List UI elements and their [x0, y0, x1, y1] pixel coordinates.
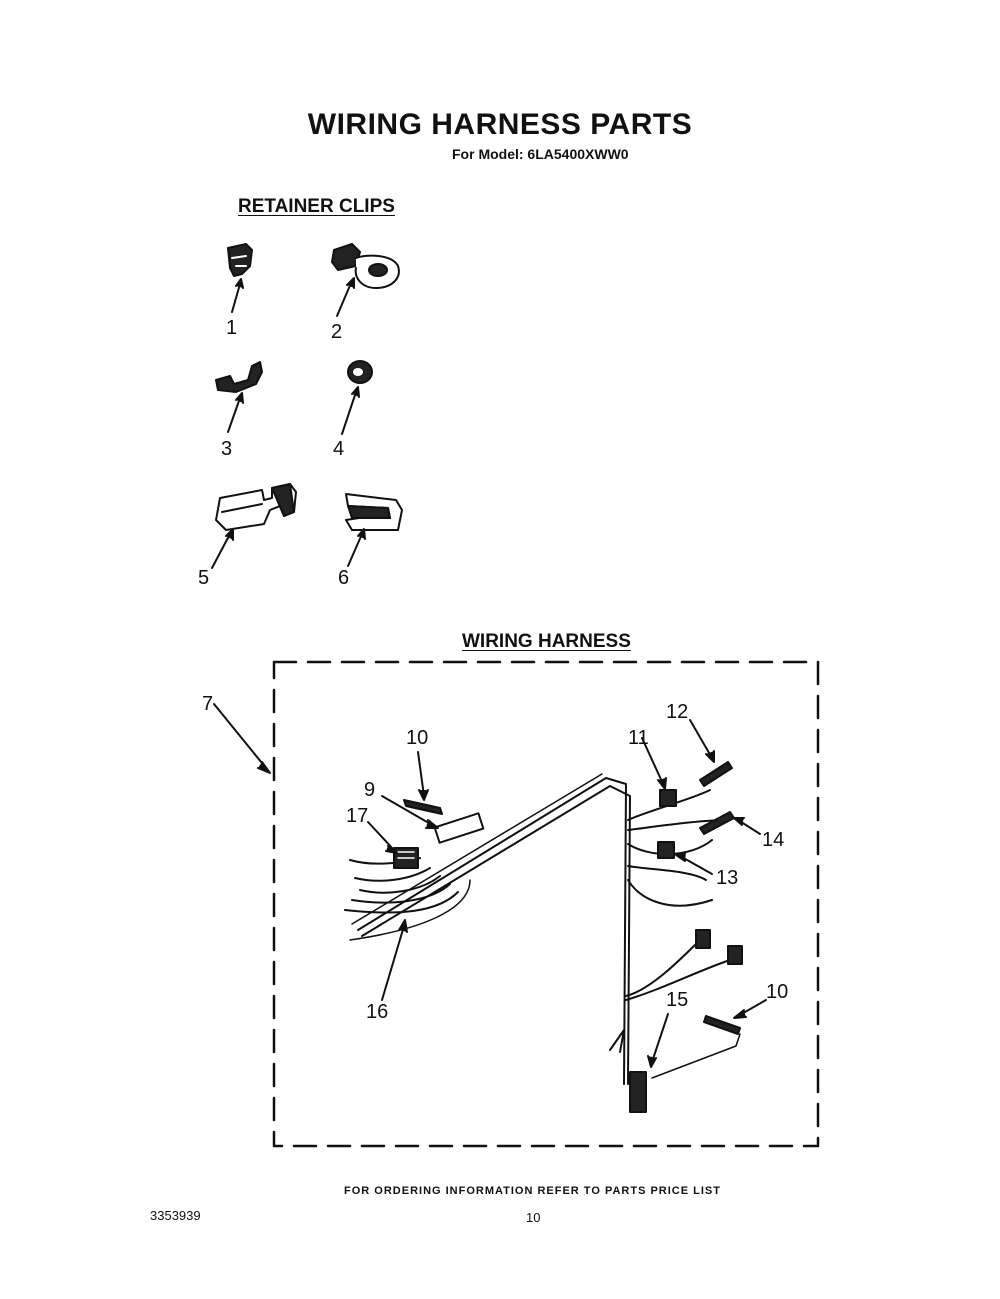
callout-4: 4	[333, 438, 345, 460]
arrow-6	[348, 534, 362, 566]
callout-12: 12	[666, 701, 689, 723]
arrow-5	[212, 534, 230, 568]
page-title: WIRING HARNESS PARTS	[307, 108, 693, 141]
callout-7: 7	[202, 693, 214, 715]
wiring-harness-heading: WIRING HARNESS	[462, 631, 631, 652]
connector-11	[660, 790, 676, 806]
callout-10-right: 10	[766, 981, 789, 1003]
callout-5: 5	[198, 567, 210, 589]
callout-1: 1	[226, 317, 238, 339]
callout-11: 11	[628, 727, 649, 749]
retainer-clip-3	[216, 362, 262, 392]
connector-17	[394, 848, 418, 868]
retainer-clips-heading: RETAINER CLIPS	[238, 196, 395, 217]
ordering-note: FOR ORDERING INFORMATION REFER TO PARTS PRICE LIST	[344, 1185, 721, 1197]
connector-13	[658, 842, 674, 858]
callout-16: 16	[366, 1001, 389, 1023]
model-line: For Model: 6LA5400XWW0	[452, 146, 629, 162]
connector-9	[435, 813, 484, 842]
callout-13: 13	[716, 867, 739, 889]
connector-b	[728, 946, 742, 964]
arrow-4	[342, 392, 356, 434]
arrow-3	[228, 398, 240, 432]
arrow-1	[232, 284, 240, 312]
arrow-16	[382, 926, 404, 1000]
connector-15	[630, 1072, 646, 1112]
arrow-7	[214, 704, 266, 768]
arrow-2	[337, 283, 351, 316]
callout-6: 6	[338, 567, 350, 589]
retainer-clip-5	[216, 484, 296, 530]
document-number: 3353939	[150, 1208, 201, 1223]
retainer-clip-1	[228, 244, 252, 276]
callout-14: 14	[762, 829, 785, 851]
arrow-12	[690, 720, 712, 758]
callout-17: 17	[346, 805, 369, 827]
page-number: 10	[526, 1210, 541, 1225]
connector-a	[696, 930, 710, 948]
callout-3: 3	[221, 438, 233, 460]
arrow-17	[368, 822, 394, 850]
callout-2: 2	[331, 321, 343, 343]
retainer-clip-4	[348, 361, 372, 383]
callout-10-left: 10	[406, 727, 429, 749]
harness-frame	[274, 662, 818, 1146]
terminal-14	[700, 812, 734, 834]
terminal-12	[700, 762, 732, 786]
retainer-clip-6	[346, 494, 402, 530]
arrow-15	[652, 1014, 668, 1062]
callout-15: 15	[666, 989, 689, 1011]
callout-9: 9	[364, 779, 376, 801]
retainer-clip-2	[332, 244, 399, 288]
